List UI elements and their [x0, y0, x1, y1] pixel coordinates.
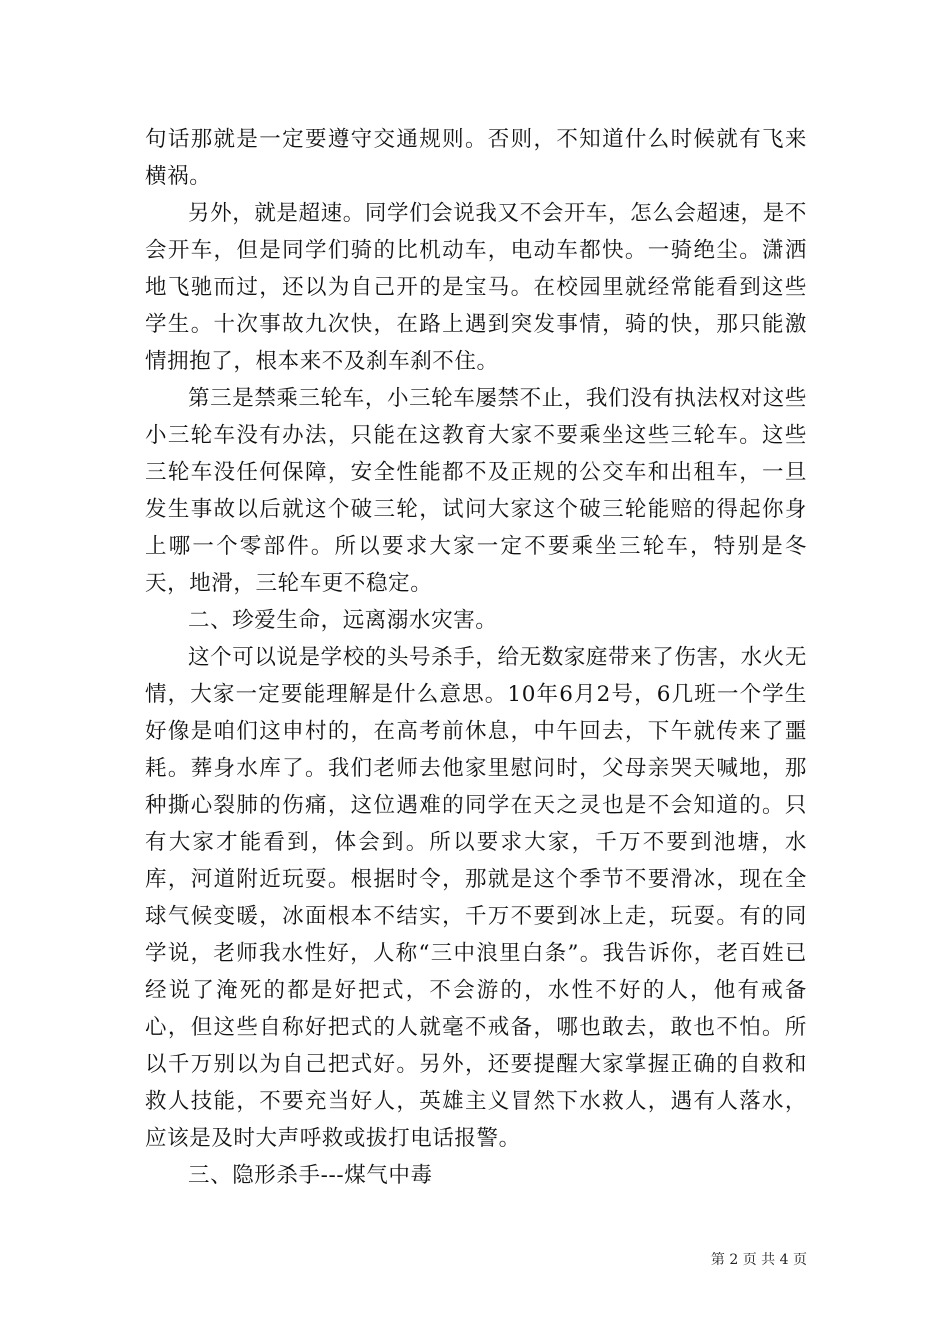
- page-number-footer: 第 2 页 共 4 页: [710, 1252, 807, 1268]
- paragraph-4: 这个可以说是学校的头号杀手，给无数家庭带来了伤害，水火无情，大家一定要能理解是什么意思。10年6月2号，6几班一个学生好像是咱们这申村的，在高考前休息，中午回去，下午就传来了噩耗。葬身水库了。我们老师去他家里慰问时，父母亲哭天喊地，那种撕心裂肺的伤痛，这位遇难的同学在天之灵也是不会知道的。只有大家才能看到，体会到。所以要求大家，千万不要到池塘，水库，河道附近玩耍。根据时令，那就是这个季节不要滑冰，现在全球气候变暖，冰面根本不结实，千万不要到冰上走，玩耍。有的同学说，老师我水性好，人称“三中浪里白条”。我告诉你，老百姓已经说了淹死的都是好把式，不会游的，水性不好的人，他有戒备心，但这些自称好把式的人就毫不戒备，哪也敢去，敢也不怕。所以千万别以为自己把式好。另外，还要提醒大家掌握正确的自救和救人技能，不要充当好人，英雄主义冒然下水救人，遇有人落水，应该是及时大声呼救或拔打电话报警。: [145, 645, 807, 1151]
- paragraph-3: 第三是禁乘三轮车，小三轮车屡禁不止，我们没有执法权对这些小三轮车没有办法，只能在这教育大家不要乘坐这些三轮车。这些三轮车没任何保障，安全性能都不及正规的公交车和出租车，一旦发生事故以后就这个破三轮，试问大家这个破三轮能赔的得起你身上哪一个零部件。所以要求大家一定不要乘坐三轮车，特别是冬天，地滑，三轮车更不稳定。: [145, 386, 807, 596]
- section-heading-3: 三、隐形杀手---煤气中毒: [188, 1163, 433, 1188]
- paragraph-1: 句话那就是一定要遵守交通规则。否则，不知道什么时候就有飞来横祸。: [145, 127, 807, 189]
- paragraph-2: 另外，就是超速。同学们会说我又不会开车，怎么会超速，是不会开车，但是同学们骑的比机动车，电动车都快。一骑绝尘。潇洒地飞驰而过，还以为自己开的是宝马。在校园里就经常能看到这些学生。十次事故九次快，在路上遇到突发事情，骑的快，那只能激情拥抱了，根本来不及刹车刹不住。: [145, 201, 807, 374]
- section-heading-2: 二、珍爱生命，远离溺水灾害。: [188, 608, 498, 633]
- body-text: [145, 121, 807, 1194]
